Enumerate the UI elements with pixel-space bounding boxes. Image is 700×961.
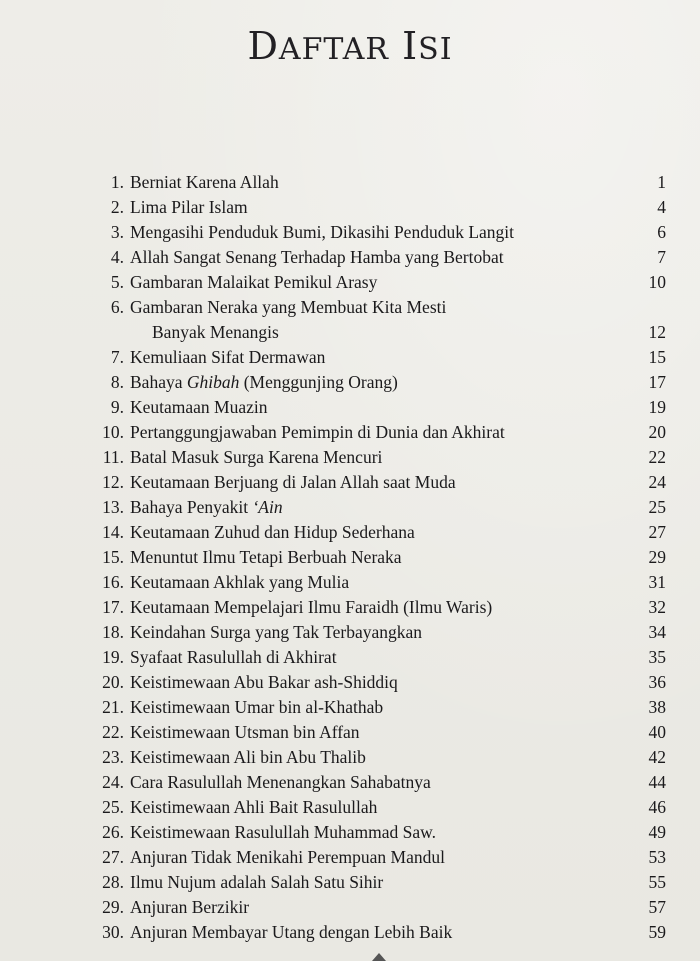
toc-title [130,370,666,395]
toc-page-number: 24 [648,472,666,492]
title-rest-si: SI [418,32,453,67]
toc-number: 4. [110,247,124,267]
toc-title-line-2: Banyak Menangis [152,322,279,342]
toc-number: 24. [102,772,124,792]
toc-page-number: 44 [648,772,666,792]
toc-entry [96,570,666,595]
toc-entry [96,220,666,245]
toc-number: 20. [102,672,124,692]
toc-title-italic: ‘Ain [252,497,283,517]
toc-number: 6. [110,297,124,317]
toc-number: 28. [102,872,124,892]
toc-entry [96,795,666,820]
toc-entry [96,545,666,570]
toc-number: 11. [102,447,124,467]
toc-entry [96,395,666,420]
toc-page-number: 46 [648,797,666,817]
toc-title-suffix: (Menggunjing Orang) [239,372,398,392]
table-of-contents [96,170,666,945]
toc-page-number: 6 [657,222,666,242]
toc-entry [96,870,666,895]
toc-number: 21. [102,697,124,717]
toc-number: 30. [102,922,124,942]
toc-title: Keistimewaan Umar bin al-Khathab [130,697,384,717]
toc-title: Keutamaan Muazin [130,397,268,417]
toc-page-number: 29 [648,547,666,567]
toc-page-number: 59 [648,922,666,942]
toc-number: 25. [102,797,124,817]
toc-number: 3. [110,222,124,242]
toc-number: 29. [102,897,124,917]
toc-title: Pertanggungjawaban Pemimpin di Dunia dan Akhirat [130,422,505,442]
toc-number: 12. [102,472,124,492]
toc-title: Kemuliaan Sifat Dermawan [130,347,326,367]
toc-entry [96,270,666,295]
page-title [0,24,700,68]
toc-title: Keistimewaan Abu Bakar ash-Shiddiq [130,672,398,692]
toc-title: Ilmu Nujum adalah Salah Satu Sihir [130,872,384,892]
toc-entry [96,670,666,695]
toc-page-number: 57 [648,897,666,917]
toc-number: 27. [102,847,124,867]
toc-page-number: 31 [648,572,666,592]
toc-page-number: 10 [648,272,666,292]
toc-page-number: 17 [648,372,666,392]
toc-number: 10. [102,422,124,442]
toc-page-number: 42 [648,747,666,767]
toc-number: 18. [102,622,124,642]
toc-title: Anjuran Berzikir [130,897,250,917]
toc-page-number: 22 [648,447,666,467]
toc-entry [96,595,666,620]
toc-number: 16. [102,572,124,592]
toc-page-number: 35 [648,647,666,667]
toc-title: Keistimewaan Utsman bin Affan [130,722,360,742]
toc-title: Mengasihi Penduduk Bumi, Dikasihi Penduduk Langit [130,222,515,242]
toc-entry [96,695,666,720]
toc-title: Gambaran Malaikat Pemikul Arasy [130,272,378,292]
toc-page-number: 49 [648,822,666,842]
toc-entry [96,470,666,495]
toc-number: 19. [102,647,124,667]
toc-page-number: 55 [648,872,666,892]
toc-entry [96,645,666,670]
toc-title: Keutamaan Zuhud dan Hidup Sederhana [130,522,415,542]
toc-entry [96,920,666,945]
toc-entry [96,445,666,470]
toc-number: 8. [110,372,124,392]
toc-entry [96,620,666,645]
toc-title: Berniat Karena Allah [130,172,279,192]
toc-title: Keutamaan Mempelajari Ilmu Faraidh (Ilmu Waris) [130,597,493,617]
toc-page-number: 1 [657,172,666,192]
toc-title: Menuntut Ilmu Tetapi Berbuah Neraka [130,547,402,567]
toc-title-italic: Ghibah [186,372,240,392]
page-ornament-icon [372,953,386,961]
toc-title: Keutamaan Berjuang di Jalan Allah saat Muda [130,472,456,492]
toc-page-number: 38 [648,697,666,717]
toc-entry [96,295,666,345]
toc-page-number: 25 [648,497,666,517]
toc-title: Syafaat Rasulullah di Akhirat [130,647,337,667]
toc-entry [96,245,666,270]
toc-entry [96,195,666,220]
toc-number: 26. [102,822,124,842]
toc-entry [96,370,666,395]
title-initial-d: D [247,24,279,68]
toc-number: 23. [102,747,124,767]
toc-title: Allah Sangat Senang Terhadap Hamba yang Bertobat [130,247,504,267]
toc-entry [96,895,666,920]
toc-title-prefix: Bahaya Penyakit [130,497,253,517]
toc-title [130,495,666,520]
toc-page-number: 40 [648,722,666,742]
toc-title: Keistimewaan Ali bin Abu Thalib [130,747,366,767]
toc-number: 14. [102,522,124,542]
toc-number: 15. [102,547,124,567]
toc-title: Keistimewaan Ahli Bait Rasulullah [130,797,378,817]
title-initial-i: I [402,24,419,68]
toc-entry [96,520,666,545]
toc-number: 9. [110,397,124,417]
toc-title: Cara Rasulullah Menenangkan Sahabatnya [130,772,431,792]
toc-entry [96,770,666,795]
toc-entry [96,845,666,870]
toc-number: 13. [102,497,124,517]
toc-page-number: 34 [648,622,666,642]
toc-number: 17. [102,597,124,617]
toc-entry [96,495,666,520]
toc-page-number: 53 [648,847,666,867]
toc-page-number: 15 [648,347,666,367]
toc-title: Keistimewaan Rasulullah Muhammad Saw. [130,822,437,842]
title-rest-aftar: AFTAR [278,32,390,67]
toc-page-number: 36 [648,672,666,692]
toc-page-number: 32 [648,597,666,617]
toc-title: Keindahan Surga yang Tak Terbayangkan [130,622,423,642]
toc-page-number: 27 [648,522,666,542]
toc-number: 1. [110,172,124,192]
toc-number: 7. [110,347,124,367]
toc-page-number: 12 [648,322,666,342]
toc-number: 2. [110,197,124,217]
toc-title: Anjuran Tidak Menikahi Perempuan Mandul [130,847,445,867]
toc-title: Lima Pilar Islam [130,197,248,217]
toc-entry [96,345,666,370]
toc-title-prefix: Bahaya [130,372,187,392]
toc-page-number: 20 [648,422,666,442]
toc-entry [96,745,666,770]
toc-entry [96,820,666,845]
toc-page-number: 4 [657,197,666,217]
toc-number: 5. [110,272,124,292]
toc-page-number: 19 [648,397,666,417]
toc-number: 22. [102,722,124,742]
toc-entry [96,420,666,445]
toc-entry [96,720,666,745]
toc-page-number: 7 [657,247,666,267]
toc-title: Batal Masuk Surga Karena Mencuri [130,447,383,467]
toc-title: Anjuran Membayar Utang dengan Lebih Baik [130,922,453,942]
toc-title [130,295,666,345]
toc-title-line-1: Gambaran Neraka yang Membuat Kita Mesti [130,297,447,317]
toc-entry [96,170,666,195]
toc-title: Keutamaan Akhlak yang Mulia [130,572,350,592]
